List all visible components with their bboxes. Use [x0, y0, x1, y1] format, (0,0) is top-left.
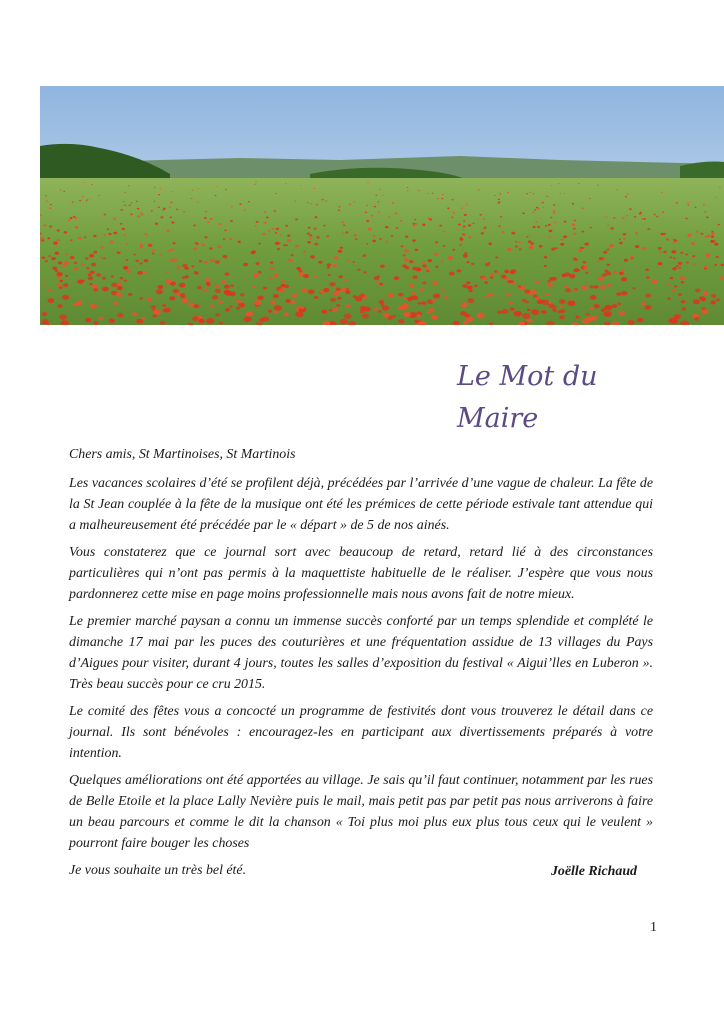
paragraph-1: Les vacances scolaires d’été se profilent déjà, précédées par l’arrivée d’une vague de chaleur. La fête de la St Jean couplée à la fête de la musique ont été les prémices de cette période estivale tant attendue qui a malheureusement été précédée par le « départ » de 5 de nos ainés. [69, 476, 653, 533]
signature: Joëlle Richaud [550, 864, 637, 879]
paragraph-4: Le comité des fêtes vous a concocté un programme de festivités dont vous trouverez le détail dans ce journal. Ils sont bénévoles : encouragez-les en participant aux divertissements préparés à votre intention. [69, 704, 653, 761]
paragraph-6: Je vous souhaite un très bel été. [69, 863, 247, 878]
title-line-2: Maire [457, 403, 539, 434]
greeting: Chers amis, St Martinoises, St Martinois [69, 447, 296, 462]
page-number: 1 [650, 920, 657, 935]
page-title [457, 356, 697, 440]
mayor-letter [69, 444, 653, 887]
paragraph-5: Quelques améliorations ont été apportées au village. Je sais qu’il faut continuer, notamment par les rues de Belle Etoile et la place Lally Nevière puis le mail, mais petit pas par petit pas nous arriverons à faire un beau parcours et comme le dit la chanson « Toi plus moi plus eux plus tous ceux qui le veulent » pourront faire bouger les choses [69, 773, 653, 851]
title-line-1: Le Mot du [457, 361, 598, 392]
header-photo-poppy-field [40, 86, 724, 325]
paragraph-2: Vous constaterez que ce journal sort avec beaucoup de retard, retard lié à des circonstances particulières qui n’ont pas permis à la maquettiste habituelle de le réaliser. J’espère que vous nous pardonnerez cette mise en page moins professionnelle mais nous avons fait de notre mieux. [69, 545, 653, 602]
poppy-field-image [40, 86, 724, 325]
paragraph-3: Le premier marché paysan a connu un immense succès conforté par un temps splendide et complété le dimanche 17 mai par les puces des couturières et une fréquentation assidue de 13 villages du Pays d’Aigues pour visiter, durant 4 jours, toutes les salles d’exposition du festival « Aigui’lles en Luberon ». Très beau succès pour ce cru 2015. [69, 614, 653, 692]
